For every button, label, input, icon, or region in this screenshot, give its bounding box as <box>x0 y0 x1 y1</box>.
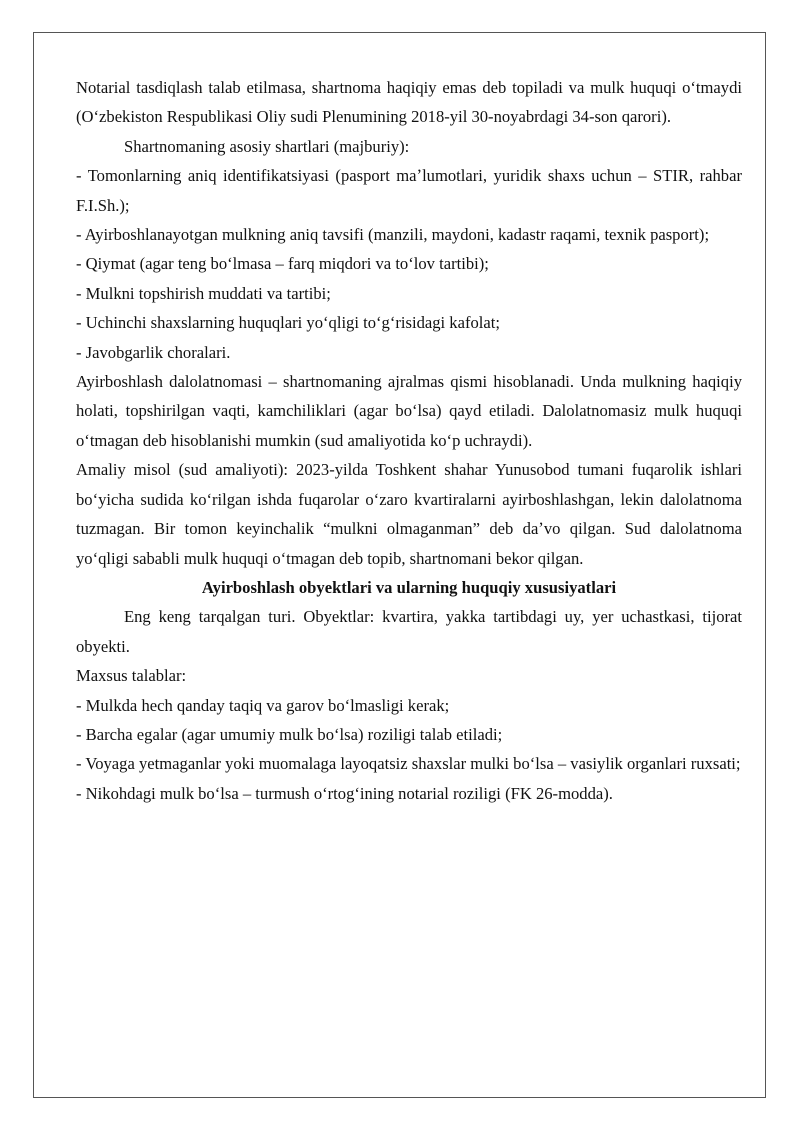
paragraph-special-requirements: Maxsus talablar: <box>76 666 187 686</box>
paragraph-case-example: Amaliy misol (sud amaliyoti): 2023-yilda Toshkent shahar Yunusobod tumani fuqarolik ishlari boʻyicha sudida koʻrilgan ishda fuqarolar oʻzaro kvartiralarni ayirboshlashgan, lekin dalolatnoma tuzmagan. Bir tomon keyinchalik “mulkni olmaganman” deb daʼvo qilgan. Sud dalolatnoma yoʻqligi sababli mulk huquqi oʻtmagan deb topib, shartnomani bekor qilgan. <box>76 460 742 568</box>
list-item-value: - Qiymat (agar teng boʻlmasa – farq miqdori va toʻlov tartibi); <box>76 254 489 274</box>
paragraph-exchange-act: Ayirboshlash dalolatnomasi – shartnomaning ajralmas qismi hisoblanadi. Unda mulkning haqiqiy holati, topshirilgan vaqti, kamchiliklari (agar boʻlsa) qayd etiladi. Dalolatnomasiz mulk huquqi oʻtmagan deb hisoblanishi mumkin (sud amaliyotida koʻp uchraydi). <box>76 372 742 450</box>
list-item-spouse-consent: - Nikohdagi mulk boʻlsa – turmush oʻrtogʻining notarial roziligi (FK 26-modda). <box>76 783 613 803</box>
document-body <box>76 73 742 808</box>
list-item-property-description: - Ayirboshlanayotgan mulkning aniq tavsifi (manzili, maydoni, kadastr raqami, texnik pasport); <box>76 225 710 245</box>
paragraph-main-terms-intro: Shartnomaning asosiy shartlari (majburiy): <box>124 136 410 156</box>
list-item-owners-consent: - Barcha egalar (agar umumiy mulk boʻlsa) roziligi talab etiladi; <box>76 724 503 744</box>
list-item-transfer-term: - Mulkni topshirish muddati va tartibi; <box>76 283 331 303</box>
paragraph-objects: Eng keng tarqalgan turi. Obyektlar: kvartira, yakka tartibdagi uy, yer uchastkasi, tijorat obyekti. <box>76 607 742 656</box>
list-item-guarantee: - Uchinchi shaxslarning huquqlari yoʻqligi toʻgʻrisidagi kafolat; <box>76 313 500 333</box>
list-item-identification: - Tomonlarning aniq identifikatsiyasi (pasport maʼlumotlari, yuridik shaxs uchun – STIR, rahbar F.I.Sh.); <box>76 166 742 215</box>
list-item-guardianship: - Voyaga yetmaganlar yoki muomalaga layoqatsiz shaxslar mulki boʻlsa – vasiylik organlari ruxsati; <box>76 754 741 774</box>
paragraph-notarial: Notarial tasdiqlash talab etilmasa, shartnoma haqiqiy emas deb topiladi va mulk huquqi oʻtmaydi (Oʻzbekiston Respublikasi Oliy sudi Plenumining 2018-yil 30-noyabrdagi 34-son qarori). <box>76 78 742 127</box>
section-heading: Ayirboshlash obyektlari va ularning huquqiy xususiyatlari <box>201 577 617 597</box>
list-item-liability: - Javobgarlik choralari. <box>76 342 231 362</box>
list-item-no-encumbrance: - Mulkda hech qanday taqiq va garov boʻlmasligi kerak; <box>76 695 450 715</box>
